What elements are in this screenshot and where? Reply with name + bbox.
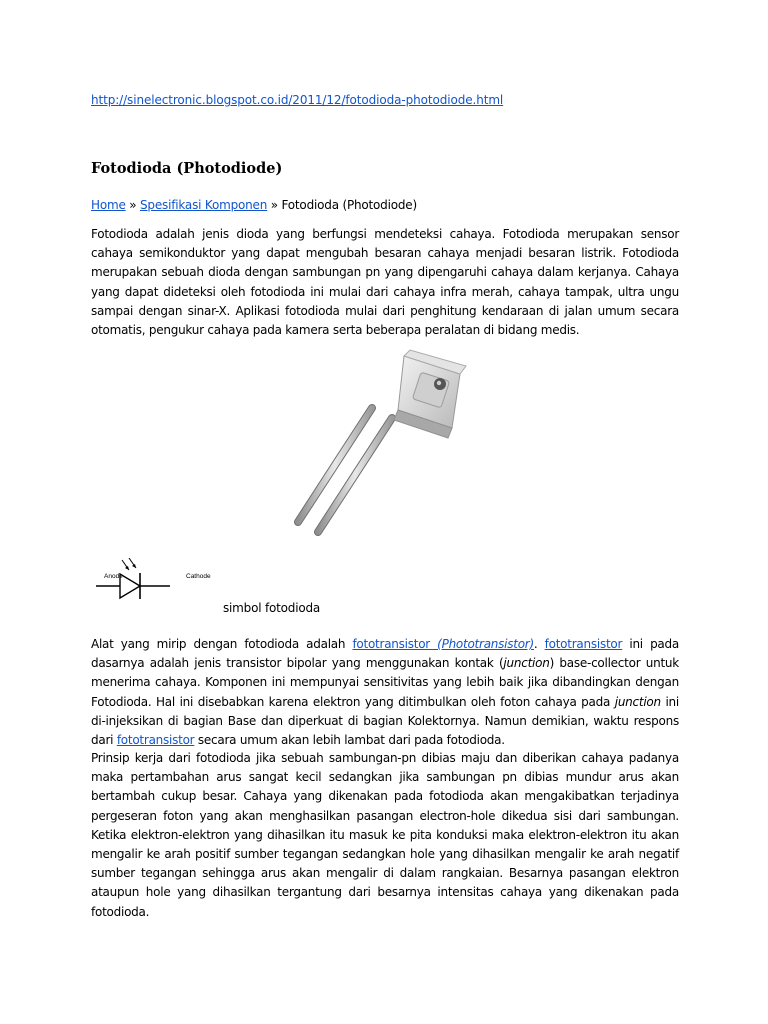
breadcrumb-home-link[interactable]: Home (91, 198, 126, 212)
symbol-anode-label: Anode (104, 573, 123, 580)
breadcrumb-category-link[interactable]: Spesifikasi Komponen (140, 198, 268, 212)
junction-term: junction (503, 656, 550, 671)
para2-text-5: ini di-injeksikan di bagian Base dan diperkuat di bagian Kolektornya. Namun demikian, waktu respons dari (91, 694, 679, 748)
phototransistor-paragraph (91, 635, 679, 750)
symbol-cathode-label: Cathode (186, 573, 211, 580)
breadcrumb-current: Fotodioda (Photodiode) (281, 198, 417, 212)
para2-text-3: ini pada dasarnya adalah jenis transistor bipolar yang menggunakan kontak ( (91, 637, 680, 671)
breadcrumb-separator: » (267, 198, 282, 212)
photodiode-component-photo (280, 348, 500, 538)
phototransistor-italic: (Phototransistor) (429, 637, 534, 651)
para2-text-6: secara umum akan lebih lambat dari pada fotodioda. (194, 733, 505, 748)
para2-text-1: Alat yang mirip dengan fotodioda adalah (91, 637, 353, 651)
fototransistor-link[interactable]: fototransistor (Phototransistor) (352, 637, 534, 651)
page-title: Fotodioda (Photodiode) (91, 160, 283, 177)
source-url-link[interactable]: http://sinelectronic.blogspot.co.id/2011/12/fotodioda-photodiode.html (91, 93, 504, 107)
para2-text-4: ) base-collector untuk menerima cahaya. Komponen ini mempunyai sensitivitas yang lebih baik jika dibandingkan dengan Fotodioda. Hal ini disebabkan karena elektron yang ditimbulkan oleh foton cahaya pada (91, 656, 679, 709)
photodiode-symbol-icon (96, 558, 226, 602)
para2-text-2: . (533, 637, 545, 651)
fototransistor-link-3[interactable]: fototransistor (116, 733, 195, 748)
intro-paragraph: Fotodioda adalah jenis dioda yang berfungsi mendeteksi cahaya. Fotodioda merupakan sensor cahaya semikonduktor yang dapat mengubah besaran cahaya menjadi besaran listrik. Fotodioda merupakan sebuah dioda dengan sambungan pn yang dipengaruhi cahaya dalam kerjanya. Cahaya yang dapat dideteksi oleh fotodioda ini mulai dari cahaya infra merah, cahaya tampak, ultra ungu sampai dengan sinar-X. Aplikasi fotodioda mulai dari penghitung kendaraan di jalan umum secara otomatis, pengukur cahaya pada kamera serta beberapa peralatan di bidang medis. (91, 227, 679, 338)
breadcrumb-separator: » (125, 198, 141, 212)
junction-term-2: junction (614, 694, 661, 709)
working-principle-paragraph: Prinsip kerja dari fotodioda jika sebuah sambungan-pn dibias maju dan diberikan cahaya padanya maka pertambahan arus sangat kecil sedangkan jika sambungan pn dibias mundur arus akan bertambah cukup besar. Cahaya yang dikenakan pada fotodioda akan mengakibatkan terjadinya pergeseran foton yang akan menghasilkan pasangan electron-hole dikedua sisi dari sambungan. Ketika elektron-elektron yang dihasilkan itu masuk ke pita konduksi maka elektron-elektron itu akan mengalir ke arah positif sumber tegangan sedangkan hole yang dihasilkan mengalir ke arah negatif sumber tegangan sehingga arus akan mengalir di dalam rangkaian. Besarnya pasangan elektron ataupun hole yang dihasilkan tergantung dari besarnya intensitas cahaya yang dikenakan pada fotodioda. (91, 751, 679, 919)
breadcrumb (91, 198, 417, 212)
symbol-caption: simbol fotodioda (223, 601, 321, 615)
fototransistor-link-2[interactable]: fototransistor (544, 637, 623, 651)
